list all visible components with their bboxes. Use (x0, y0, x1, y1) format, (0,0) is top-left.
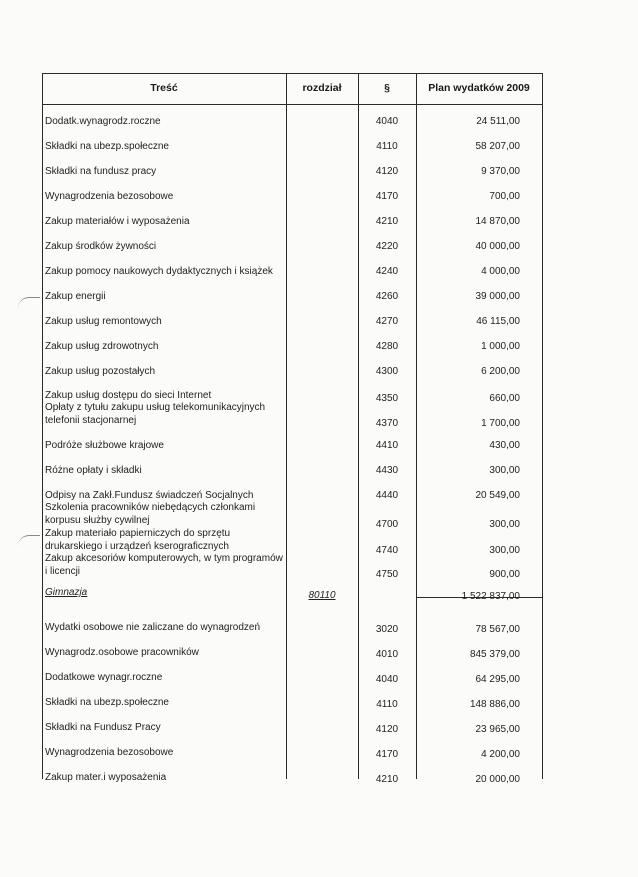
row-amount: 845 379,00 (469, 649, 520, 660)
row-amount: 39 000,00 (475, 291, 520, 302)
row-description: Zakup akcesoriów komputerowych, w tym programów i licencji (45, 553, 283, 577)
row-paragraf: 4240 (375, 266, 399, 277)
row-paragraf: 4280 (375, 341, 399, 352)
row-amount: 1 700,00 (481, 418, 520, 429)
row-paragraf: 4210 (375, 774, 399, 785)
row-amount: 78 567,00 (475, 624, 520, 635)
row-paragraf: 4210 (375, 216, 399, 227)
row-paragraf: 4170 (375, 749, 399, 760)
row-paragraf: 4110 (376, 141, 398, 152)
row-paragraf: 4370 (375, 418, 399, 429)
row-description: Odpisy na Zakł.Fundusz świadczeń Socjalnych (45, 490, 254, 501)
row-amount: 6 200,00 (481, 366, 520, 377)
section-rozdzial: 80110 (308, 590, 336, 601)
row-paragraf: 4350 (375, 393, 399, 404)
header-paragraf: § (384, 82, 390, 94)
row-amount: 9 370,00 (481, 166, 520, 177)
row-paragraf: 4120 (375, 724, 399, 735)
row-amount: 20 549,00 (475, 490, 520, 501)
row-amount: 1 000,00 (481, 341, 520, 352)
row-amount: 58 207,00 (475, 141, 520, 152)
row-amount: 23 965,00 (475, 724, 520, 735)
row-description: Składki na fundusz pracy (45, 166, 157, 177)
row-amount: 4 200,00 (481, 749, 520, 760)
row-amount: 46 115,00 (476, 316, 520, 327)
table-border-left (42, 73, 43, 779)
row-paragraf: 4010 (375, 649, 399, 660)
row-description: Wynagrodz.osobowe pracowników (45, 647, 199, 658)
header-plan: Plan wydatków 2009 (428, 82, 530, 94)
row-description: Zakup usług pozostałych (45, 366, 156, 377)
row-amount: 900,00 (489, 569, 520, 580)
row-description: Zakup usług dostępu do sieci Internet (45, 390, 212, 401)
row-description: Dodatkowe wynagr.roczne (45, 672, 163, 683)
row-description: Składki na Fundusz Pracy (45, 722, 161, 733)
row-amount: 430,00 (489, 440, 520, 451)
row-paragraf: 4120 (375, 166, 399, 177)
section-title: Gimnazja (45, 587, 88, 598)
row-description: Zakup materiałów i wyposażenia (45, 216, 190, 227)
row-description: Zakup materiało papierniczych do sprzętu drukarskiego i urządzeń kserograficznych (45, 528, 231, 552)
row-paragraf: 4270 (375, 316, 399, 327)
row-amount: 300,00 (489, 519, 520, 530)
row-paragraf: 4040 (375, 674, 399, 685)
budget-table (42, 73, 542, 785)
row-paragraf: 4040 (375, 116, 399, 127)
row-paragraf: 3020 (375, 624, 399, 635)
scan-margin-mark (18, 297, 40, 308)
header-tresc: Treść (150, 82, 178, 94)
row-paragraf: 4260 (375, 291, 399, 302)
row-description: Zakup pomocy naukowych dydaktycznych i książek (45, 266, 273, 277)
col-divider-rozdzial (286, 73, 287, 779)
row-amount: 20 000,00 (475, 774, 520, 785)
row-paragraf: 4220 (375, 241, 399, 252)
row-amount: 40 000,00 (475, 241, 520, 252)
row-description: Zakup środków żywności (45, 241, 157, 252)
row-amount: 4 000,00 (481, 266, 520, 277)
row-amount: 660,00 (489, 393, 520, 404)
row-description: Wynagrodzenia bezosobowe (45, 191, 174, 202)
row-amount: 148 886,00 (469, 699, 520, 710)
row-description: Wynagrodzenia bezosobowe (45, 747, 174, 758)
row-paragraf: 4170 (375, 191, 399, 202)
row-amount: 64 295,00 (475, 674, 520, 685)
row-description: Zakup mater.i wyposażenia (45, 772, 167, 783)
row-paragraf: 4110 (376, 699, 398, 710)
row-amount: 300,00 (489, 545, 520, 556)
row-description: Zakup energii (45, 291, 106, 302)
row-description: Szkolenia pracowników niebędących członkami korpusu służby cywilnej (45, 502, 256, 526)
row-amount: 300,00 (489, 465, 520, 476)
row-paragraf: 4700 (375, 519, 399, 530)
row-paragraf: 4740 (375, 545, 399, 556)
row-paragraf: 4300 (375, 366, 399, 377)
row-description: Podróże służbowe krajowe (45, 440, 164, 451)
section-amount: 1 522 837,00 (461, 591, 520, 602)
row-description: Zakup usług zdrowotnych (45, 341, 159, 352)
row-description: Dodatk.wynagrodz.roczne (45, 116, 161, 127)
row-description: Zakup usług remontowych (45, 316, 162, 327)
row-description: Opłaty z tytułu zakupu usług telekomunikacyjnych telefonii stacjonarnej (45, 402, 266, 426)
row-description: Składki na ubezp.społeczne (45, 697, 169, 708)
row-amount: 14 870,00 (475, 216, 520, 227)
row-amount: 700,00 (489, 191, 520, 202)
row-paragraf: 4750 (375, 569, 399, 580)
header-rozdzial: rozdział (302, 82, 342, 94)
table-border-right (542, 73, 543, 779)
row-description: Wydatki osobowe nie zaliczane do wynagrodzeń (45, 622, 261, 633)
row-amount: 24 511,00 (476, 116, 520, 127)
row-paragraf: 4440 (375, 490, 399, 501)
row-paragraf: 4430 (375, 465, 399, 476)
header-divider (42, 104, 542, 105)
row-description: Składki na ubezp.społeczne (45, 141, 169, 152)
row-description: Różne opłaty i składki (45, 465, 142, 476)
row-paragraf: 4410 (375, 440, 399, 451)
scan-margin-mark (18, 535, 40, 546)
